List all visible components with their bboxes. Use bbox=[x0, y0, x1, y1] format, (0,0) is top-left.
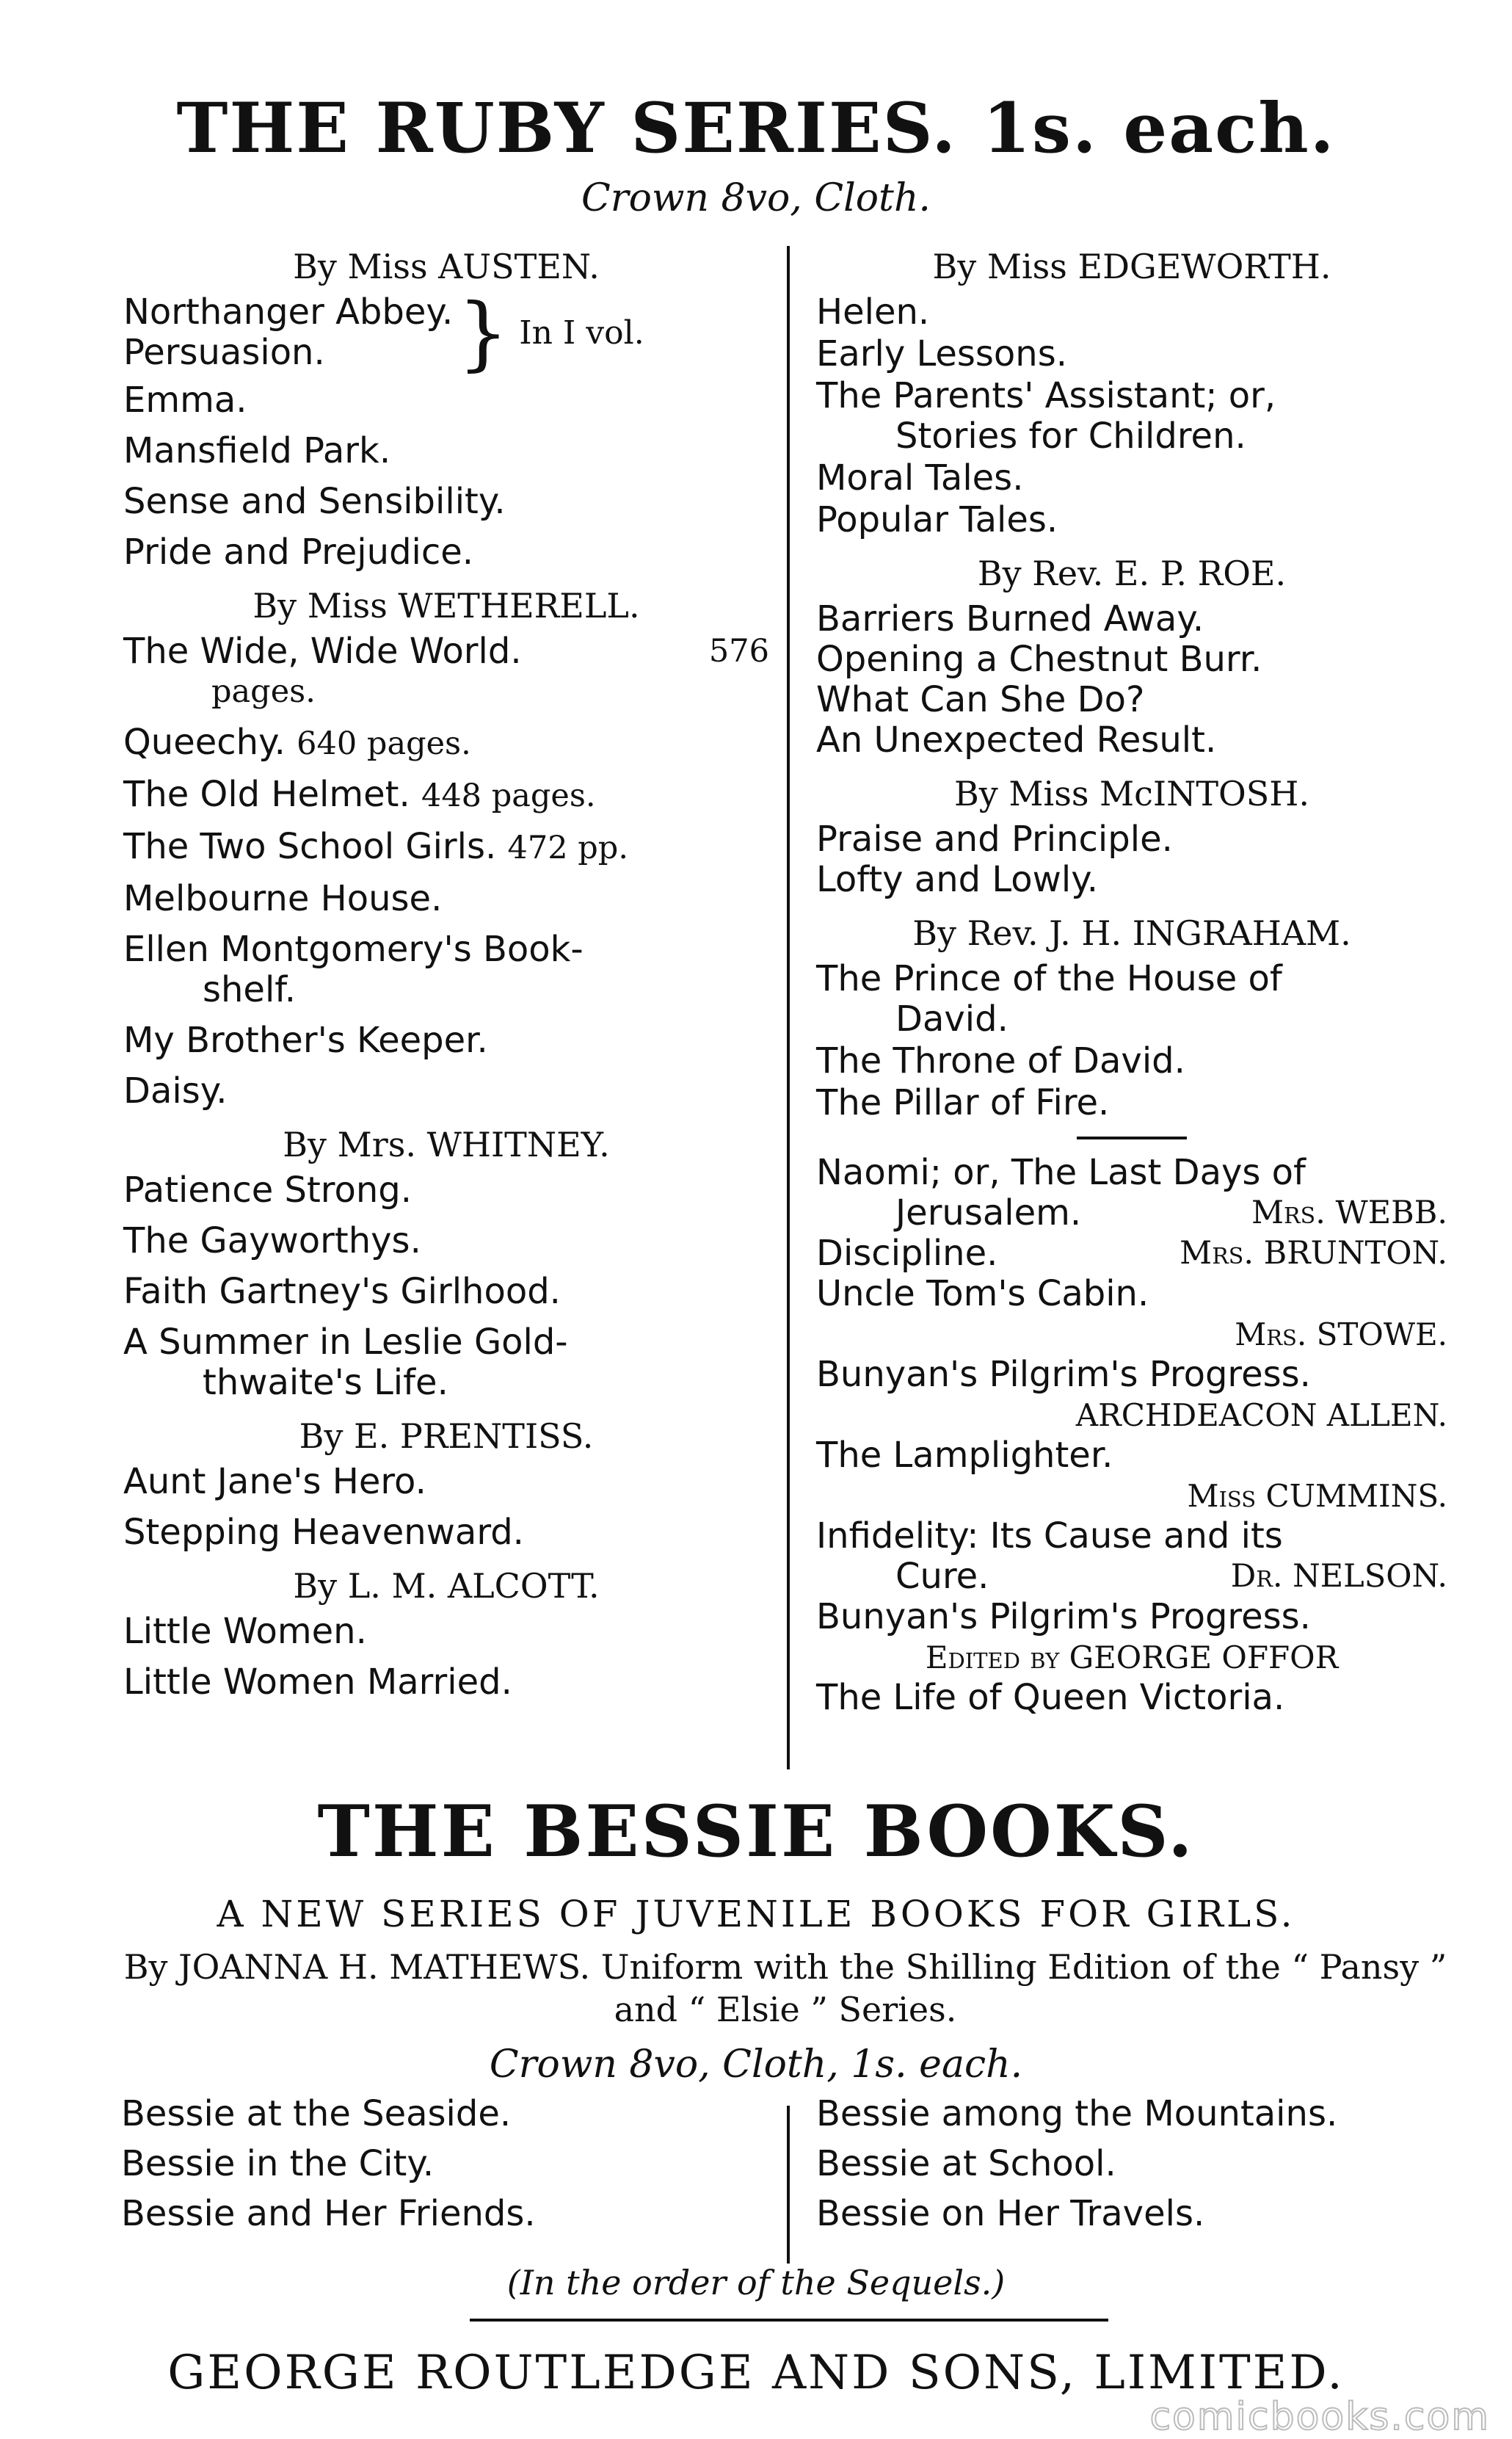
book-title-continued: Jerusalem. bbox=[895, 1192, 1082, 1233]
author-heading-prentiss: By E. PRENTISS. bbox=[299, 1416, 594, 1456]
book-title: The Wide, Wide World. bbox=[123, 631, 522, 672]
book-title: Bessie in the City. bbox=[121, 2143, 435, 2184]
author-heading-mcintosh: By Miss McINTOSH. bbox=[954, 774, 1309, 813]
book-title: Bunyan's Pilgrim's Progress. bbox=[816, 1354, 1311, 1395]
book-title: A Summer in Leslie Gold- bbox=[123, 1322, 568, 1363]
book-title: The Prince of the House of bbox=[816, 958, 1282, 999]
bessie-column-divider bbox=[787, 2106, 790, 2264]
book-title: Bunyan's Pilgrim's Progress. bbox=[816, 1596, 1311, 1637]
page-count: 448 pages. bbox=[421, 778, 596, 814]
publisher-imprint: GEORGE ROUTLEDGE AND SONS, LIMITED. bbox=[167, 2346, 1345, 2400]
book-title: Northanger Abbey. bbox=[123, 291, 454, 333]
column-divider bbox=[787, 246, 790, 1769]
book-title: Popular Tales. bbox=[816, 499, 1058, 540]
book-title: Sense and Sensibility. bbox=[123, 481, 506, 522]
ruby-series-title: THE RUBY SERIES. 1s. each. bbox=[176, 88, 1336, 169]
author-heading-edgeworth: By Miss EDGEWORTH. bbox=[932, 247, 1331, 286]
ruby-left-column bbox=[123, 235, 769, 1713]
sequel-order-note: (In the order of the Sequels.) bbox=[506, 2263, 1006, 2302]
bessie-books-tagline: A NEW SERIES OF JUVENILE BOOKS FOR GIRLS. bbox=[217, 1893, 1295, 1935]
book-title: The Life of Queen Victoria. bbox=[816, 1677, 1285, 1718]
book-title: Early Lessons. bbox=[816, 333, 1067, 374]
book-entry bbox=[123, 929, 769, 1010]
book-title: Bessie among the Mountains. bbox=[816, 2093, 1338, 2134]
book-title: The Gayworthys. bbox=[123, 1220, 421, 1261]
book-entry bbox=[123, 722, 769, 764]
book-title: Bessie at School. bbox=[816, 2143, 1116, 2184]
bessie-books-byline: By JOANNA H. MATHEWS. Uniform with the Shilling Edition of the “ Pansy ” and “ Elsie ” Series. bbox=[123, 1947, 1447, 2029]
book-entry bbox=[123, 775, 769, 816]
book-title: My Brother's Keeper. bbox=[123, 1020, 488, 1061]
book-title: Infidelity: Its Cause and its bbox=[816, 1515, 1283, 1556]
book-title: Uncle Tom's Cabin. bbox=[816, 1273, 1149, 1314]
book-title: Bessie at the Seaside. bbox=[121, 2093, 512, 2134]
book-entry bbox=[816, 1233, 1447, 1274]
section-rule bbox=[1077, 1137, 1187, 1139]
book-title: Melbourne House. bbox=[123, 878, 443, 919]
footer-rule bbox=[470, 2319, 1108, 2322]
book-title: Discipline. bbox=[816, 1233, 998, 1274]
book-title: Moral Tales. bbox=[816, 457, 1024, 499]
book-title: Stepping Heavenward. bbox=[123, 1512, 524, 1553]
book-title: The Parents' Assistant; or, bbox=[816, 375, 1276, 416]
book-title: The Throne of David. bbox=[816, 1040, 1185, 1081]
author-heading-austen: By Miss AUSTEN. bbox=[293, 247, 600, 286]
book-author: Mrs. BRUNTON. bbox=[1180, 1235, 1447, 1272]
book-title: Praise and Principle. bbox=[816, 819, 1173, 860]
book-title: Aunt Jane's Hero. bbox=[123, 1461, 426, 1502]
site-watermark: comicbooks.com bbox=[1149, 2395, 1490, 2439]
author-heading-roe: By Rev. E. P. ROE. bbox=[977, 554, 1287, 593]
bessie-books-title: THE BESSIE BOOKS. bbox=[317, 1790, 1195, 1873]
book-title: Daisy. bbox=[123, 1070, 228, 1112]
book-author: Mrs. WEBB. bbox=[1251, 1195, 1447, 1231]
ruby-right-column bbox=[816, 235, 1447, 1728]
book-title: Ellen Montgomery's Book- bbox=[123, 929, 584, 970]
austen-bundle bbox=[123, 286, 769, 380]
book-title: The Old Helmet. bbox=[123, 774, 410, 815]
book-entry bbox=[816, 1355, 1447, 1435]
bessie-left-column bbox=[121, 2092, 782, 2242]
book-editor: Edited by GEORGE OFFOR bbox=[925, 1639, 1339, 1675]
book-title: Persuasion. bbox=[123, 332, 325, 373]
page-count: 640 pages. bbox=[297, 725, 471, 762]
book-author: ARCHDEACON ALLEN. bbox=[1075, 1397, 1447, 1433]
author-heading-ingraham: By Rev. J. H. INGRAHAM. bbox=[912, 913, 1351, 953]
book-entry bbox=[816, 1597, 1447, 1678]
book-title: Little Women Married. bbox=[123, 1661, 512, 1703]
book-title: Queechy. bbox=[123, 722, 286, 763]
book-title: Emma. bbox=[123, 380, 247, 421]
page-count: 576 bbox=[708, 633, 769, 670]
author-heading-wetherell: By Miss WETHERELL. bbox=[252, 586, 640, 626]
book-title: Little Women. bbox=[123, 1611, 367, 1652]
book-title: Lofty and Lowly. bbox=[816, 859, 1099, 900]
bundle-note: In I vol. bbox=[519, 314, 644, 352]
book-entry bbox=[816, 959, 1447, 1040]
book-title: Bessie and Her Friends. bbox=[121, 2193, 536, 2234]
book-author: Miss CUMMINS. bbox=[1187, 1478, 1447, 1514]
book-title: Barriers Burned Away. bbox=[816, 598, 1204, 639]
book-title: Opening a Chestnut Burr. bbox=[816, 639, 1262, 680]
book-title: Mansfield Park. bbox=[123, 430, 391, 471]
book-title: Pride and Prejudice. bbox=[123, 532, 474, 573]
page-count: 472 pp. bbox=[507, 830, 628, 866]
book-title-continued: Stories for Children. bbox=[895, 416, 1246, 457]
book-author: Mrs. STOWE. bbox=[1235, 1316, 1447, 1352]
book-entry bbox=[816, 1274, 1447, 1355]
book-title-continued: Cure. bbox=[895, 1556, 989, 1597]
book-entry bbox=[123, 631, 769, 712]
bessie-books-format: Crown 8vo, Cloth, 1s. each. bbox=[489, 2043, 1023, 2087]
book-title: Faith Gartney's Girlhood. bbox=[123, 1271, 561, 1312]
bessie-right-column bbox=[816, 2092, 1477, 2242]
book-entry bbox=[816, 1435, 1447, 1516]
ruby-series-format: Crown 8vo, Cloth. bbox=[581, 176, 931, 220]
book-title-continued: shelf. bbox=[203, 969, 296, 1010]
book-title: The Two School Girls. bbox=[123, 826, 497, 867]
book-title: Bessie on Her Travels. bbox=[816, 2193, 1205, 2234]
book-entry bbox=[816, 1153, 1447, 1233]
book-entry bbox=[123, 827, 769, 869]
book-title-continued: pages. bbox=[211, 673, 316, 710]
book-title: Helen. bbox=[816, 291, 930, 333]
book-entry bbox=[123, 1322, 769, 1403]
book-title: The Lamplighter. bbox=[816, 1435, 1113, 1476]
author-heading-alcott: By L. M. ALCOTT. bbox=[293, 1566, 600, 1606]
author-heading-whitney: By Mrs. WHITNEY. bbox=[283, 1125, 610, 1164]
book-entry bbox=[816, 1516, 1447, 1597]
book-title: An Unexpected Result. bbox=[816, 720, 1217, 761]
book-title-continued: David. bbox=[895, 999, 1008, 1040]
book-title: Patience Strong. bbox=[123, 1170, 412, 1211]
book-author: Dr. NELSON. bbox=[1230, 1558, 1447, 1595]
book-title: The Pillar of Fire. bbox=[816, 1082, 1110, 1123]
book-title: What Can She Do? bbox=[816, 679, 1145, 720]
brace-symbol: } bbox=[457, 286, 509, 380]
book-title: Naomi; or, The Last Days of bbox=[816, 1152, 1306, 1193]
book-title-continued: thwaite's Life. bbox=[203, 1362, 448, 1403]
book-entry bbox=[816, 376, 1447, 457]
